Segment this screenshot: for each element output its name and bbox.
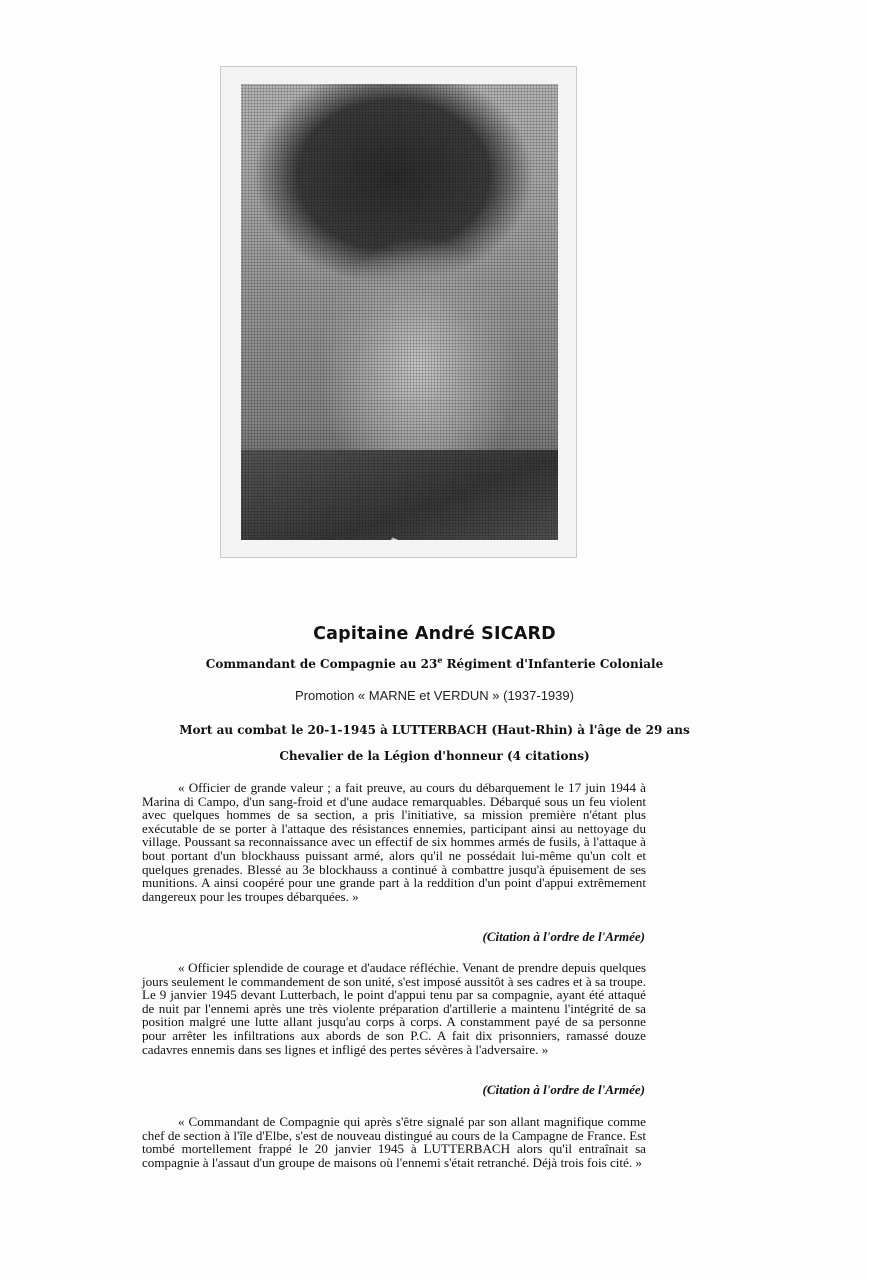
citation-text <box>142 961 646 1056</box>
citation-1-source: (Citation à l'ordre de l'Armée) <box>482 929 645 944</box>
death-line: Mort au combat le 20-1-1945 à LUTTERBACH (Haut-Rhin) à l'âge de 29 ans <box>179 723 690 737</box>
portrait-collar-line <box>391 537 511 540</box>
unit-suffix: Régiment d'Infanterie Coloniale <box>442 657 664 671</box>
citation-1-text: « Officier de grande valeur ; a fait preuve, au cours du débarquement le 17 juin 1944 à Marina di Campo, d'un sang-froid et d'une audace remarquables. Débarqué sous un feu violent avec quelques hommes de sa section, a pris l'initiative, sa mission première n'étant plus exécutable de se porter à l'attaque des résistances ennemies, participant ainsi au nettoyage du village. Poussant sa reconnaissance avec un effectif de six hommes armés de fusils, à l'attaque à bout portant d'un blockhauss puissant armé, alors qu'il ne possédait lui-même qu'un colt et quelques grenades. Blessé au 3e blockhauss a continué à combattre jusqu'à épuisement de ses munitions. A ainsi coopéré pour une grande part à la reddition d'un point d'appui extrêmement dangereux pour les troupes débarquées. » <box>142 780 646 904</box>
portrait-collar <box>241 450 558 540</box>
citation-3-text: « Commandant de Compagnie qui après s'être signalé par son allant magnifique comme chef de section à l'île d'Elbe, s'est de nouveau distingué au cours de la Campagne de France. Est tombé mortellement frappé le 20 janvier 1945 à LUTTERBACH alors qu'il entraînait sa compagnie à l'assaut d'un groupe de maisons où l'ennemi s'était retranché. Déjà trois fois cité. » <box>142 1114 646 1170</box>
unit-prefix: Commandant de Compagnie au 23 <box>205 657 438 671</box>
citation-text <box>142 1115 646 1169</box>
citation-2-source: (Citation à l'ordre de l'Armée) <box>482 1082 645 1097</box>
officer-name: Capitaine André SICARD <box>313 624 556 644</box>
honour-line: Chevalier de la Légion d'honneur (4 citations) <box>279 749 590 763</box>
citation-2-text: « Officier splendide de courage et d'audace réfléchie. Venant de prendre depuis quelques jours seulement le commandement de son unité, s'est imposé aussitôt à ses cadres et à sa troupe. Le 9 janvier 1945 devant Lutterbach, le point d'appui tenu par sa compagnie, ayant été attaqué de nuit par l'ennemi après une très violente préparation d'artillerie a maintenu l'intégrité de sa position malgré une lutte allant jusqu'au corps à corps. A constamment payé de sa personne pour arrêter les infiltrations aux abords de son P.C. A fait dix prisonniers, ramassé douze cadavres ennemis dans ses lignes et infligé des pertes sévères à l'adversaire. » <box>142 960 646 1057</box>
portrait-frame <box>220 66 577 558</box>
officer-unit <box>0 655 869 671</box>
citation-text <box>142 781 646 903</box>
promotion-line: Promotion « MARNE et VERDUN » (1937-1939) <box>295 688 574 703</box>
unit-superscript: e <box>437 655 443 665</box>
portrait-photo <box>241 84 558 540</box>
